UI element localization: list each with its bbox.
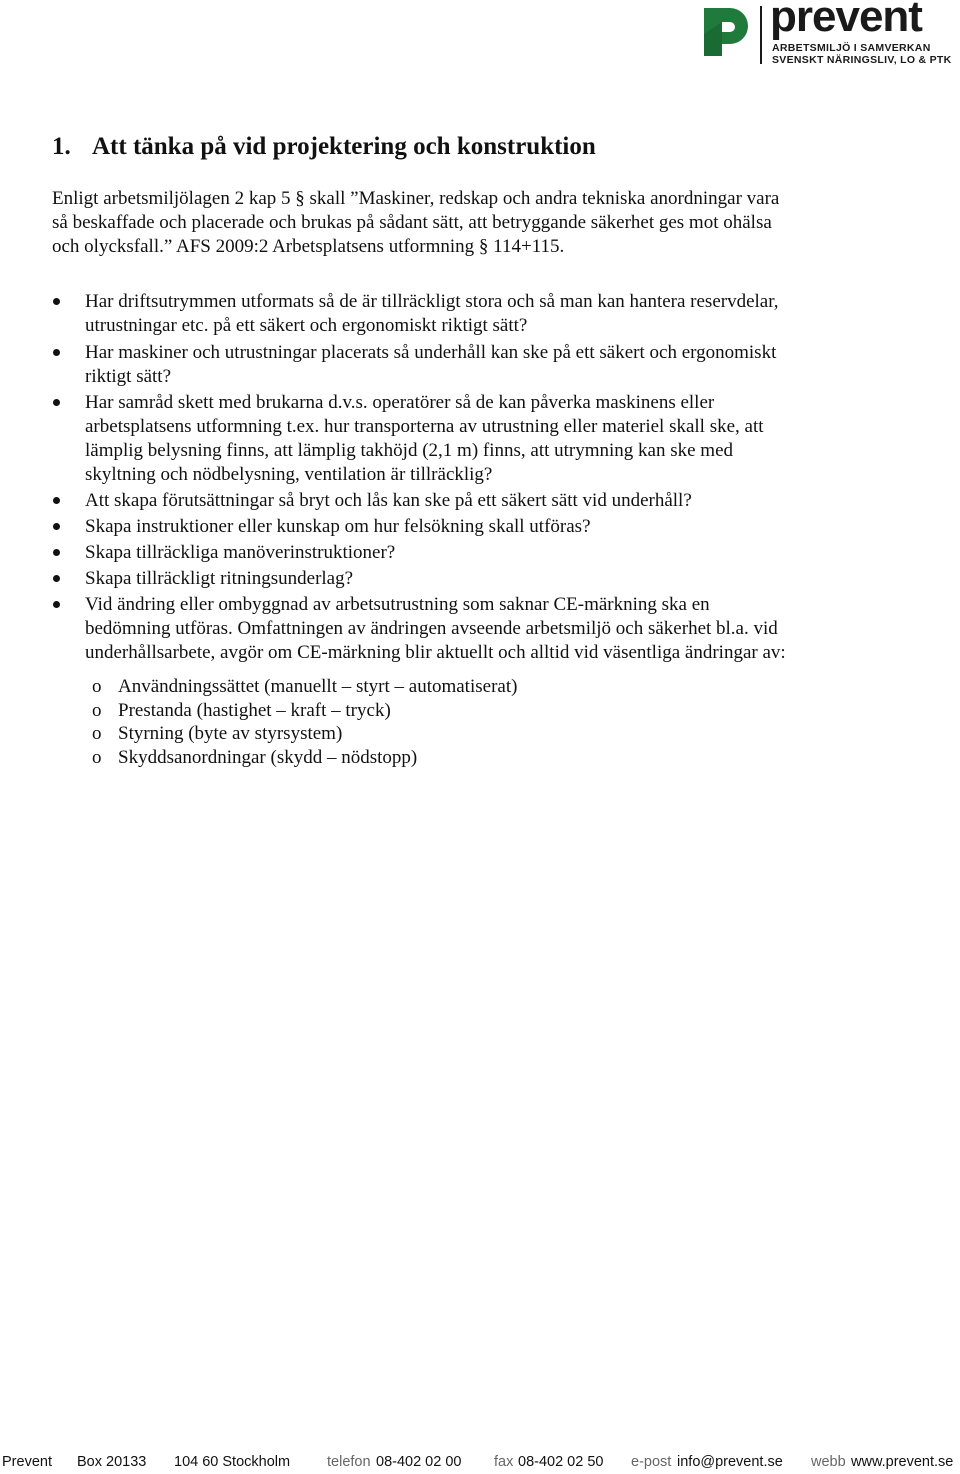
logo-wordmark: prevent [770, 0, 922, 41]
bullet-icon [53, 497, 60, 504]
list-item-line: Har maskiner och utrustningar placerats så underhåll kan ske på ett säkert och ergonomiskt [85, 342, 777, 363]
sub-list-item [90, 746, 517, 770]
footer-fax: 08-402 02 50 [518, 1454, 604, 1470]
bullet-icon [53, 575, 60, 582]
page-footer [0, 1454, 960, 1474]
list-item [50, 567, 870, 591]
list-item-line: utrustningar etc. på ett säkert och ergonomiskt riktigt sätt? [85, 315, 528, 336]
footer-email-label: e-post [631, 1454, 672, 1470]
logo-tagline-1: ARBETSMILJÖ I SAMVERKAN [772, 42, 931, 54]
circle-bullet-icon: o [92, 723, 102, 744]
list-item [50, 391, 870, 487]
list-item [50, 593, 870, 665]
bullet-icon [53, 298, 60, 305]
sub-list-item-text: Användningssättet (manuellt – styrt – automatiserat) [118, 676, 518, 697]
bullet-icon [53, 549, 60, 556]
list-item-line: Att skapa förutsättningar så bryt och lås kan ske på ett säkert sätt vid underhåll? [85, 490, 692, 511]
list-item [50, 489, 870, 513]
sub-list-item [90, 699, 517, 723]
list-item [50, 515, 870, 539]
sub-list-item [90, 722, 517, 746]
list-item-line: Vid ändring eller ombyggnad av arbetsutrustning som saknar CE-märkning ska en [85, 594, 710, 615]
list-item-line: skyltning och nödbelysning, ventilation är tillräcklig? [85, 464, 493, 485]
footer-postal: 104 60 Stockholm [174, 1454, 291, 1470]
list-item-line: underhållsarbete, avgör om CE-märkning blir aktuellt och alltid vid väsentliga ändringar av: [85, 642, 786, 663]
list-item-line: bedömning utföras. Omfattningen av ändringen avseende arbetsmiljö och säkerhet bl.a. vid [85, 618, 778, 639]
logo-tagline-2: SVENSKT NÄRINGSLIV, LO & PTK [772, 54, 952, 66]
intro-line: och olycksfall.” AFS 2009:2 Arbetsplatsens utformning § 114+115. [52, 236, 565, 257]
bullet-icon [53, 349, 60, 356]
list-item-line: Har samråd skett med brukarna d.v.s. operatörer så de kan påverka maskinens eller [85, 392, 715, 413]
footer-email-link[interactable]: info@prevent.se [677, 1454, 783, 1470]
list-item-line: lämplig belysning finns, att lämplig takhöjd (2,1 m) finns, att utrymning kan ske med [85, 440, 734, 461]
intro-line: Enligt arbetsmiljölagen 2 kap 5 § skall ”Maskiner, redskap och andra tekniska anordningar vara [52, 188, 780, 209]
list-item-line: Har driftsutrymmen utformats så de är tillräckligt stora och så man kan hantera reservdelar, [85, 291, 779, 312]
footer-phone: 08-402 02 00 [376, 1454, 462, 1470]
sub-list-item-text: Prestanda (hastighet – kraft – tryck) [118, 699, 391, 721]
sub-list-item-text: Skyddsanordningar (skydd – nödstopp) [118, 746, 418, 768]
change-types-list [90, 675, 517, 769]
bullet-icon [53, 399, 60, 406]
sub-list-item-text: Styrning (byte av styrsystem) [118, 723, 343, 744]
list-item [50, 341, 870, 389]
sub-list-item [90, 675, 517, 699]
circle-bullet-icon: o [92, 676, 102, 697]
intro-line: så beskaffade och placerade och brukas på sådant sätt, att betryggande säkerhet ges mot ohälsa [52, 212, 772, 233]
footer-fax-label: fax [494, 1454, 514, 1470]
list-item [50, 290, 870, 338]
footer-web-label: webb [811, 1454, 846, 1470]
section-heading [52, 133, 596, 161]
circle-bullet-icon: o [92, 746, 102, 768]
list-item-line: Skapa instruktioner eller kunskap om hur felsökning skall utföras? [85, 516, 591, 537]
footer-web-link[interactable]: www.prevent.se [851, 1454, 954, 1470]
prevent-logo [704, 0, 954, 66]
section-title: Att tänka på vid projektering och konstruktion [92, 133, 596, 160]
list-item [50, 541, 870, 565]
circle-bullet-icon: o [92, 699, 102, 721]
list-item-line: riktigt sätt? [85, 366, 172, 387]
bullet-icon [53, 523, 60, 530]
logo-divider [760, 6, 762, 64]
footer-box: Box 20133 [77, 1454, 147, 1470]
list-item-line: Skapa tillräckligt ritningsunderlag? [85, 568, 354, 589]
list-item-line: Skapa tillräckliga manöverinstruktioner? [85, 542, 396, 563]
checklist [50, 290, 870, 665]
intro-paragraph [52, 187, 852, 259]
bullet-icon [53, 601, 60, 608]
section-number: 1. [52, 133, 71, 160]
footer-phone-label: telefon [327, 1454, 371, 1470]
prevent-p-mark-icon [704, 8, 748, 56]
footer-company: Prevent [2, 1454, 52, 1470]
list-item-line: arbetsplatsens utformning t.ex. hur transporterna av utrustning eller materiel skall ske, att [85, 416, 764, 437]
